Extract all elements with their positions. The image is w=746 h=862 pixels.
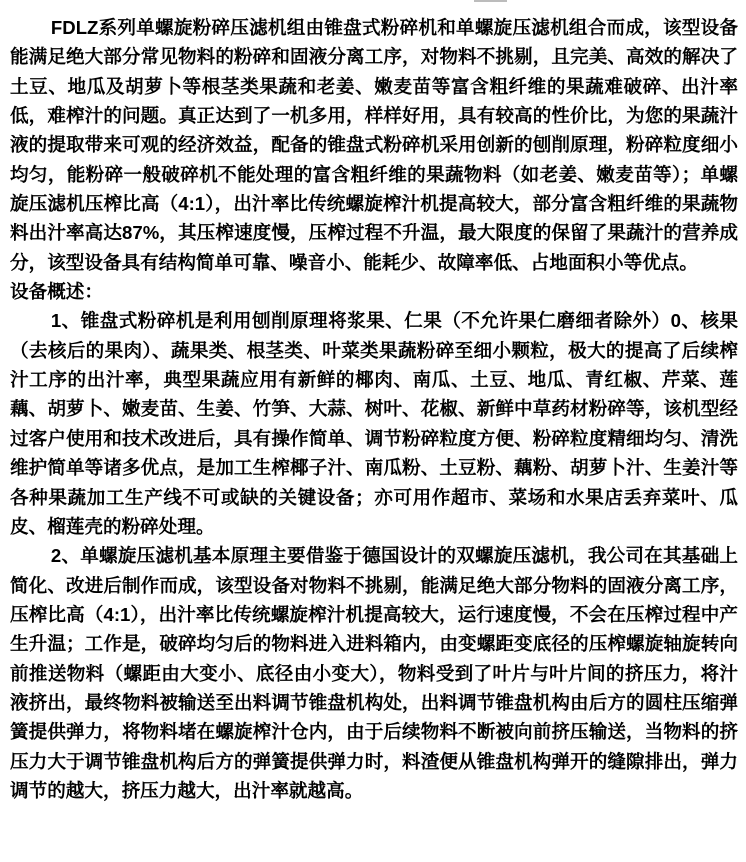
overview-item-1: 1、锥盘式粉碎机是利用刨削原理将浆果、仁果（不允许果仁磨细者除外）0、核果（去核后的果肉）、蔬果类、根茎类、叶菜类果蔬粉碎至细小颗粒，极大的提高了后续榨汁工序的出汁率，典型果蔬应用有新鲜的椰肉、南瓜、土豆、地瓜、青红椒、芹菜、莲藕、胡萝卜、嫩麦苗、生姜、竹笋、大蒜、树叶、花椒、新鲜中草药材粉碎等，该机型经过客户使用和技术改进后，具有操作简单、调节粉碎粒度方便、粉碎粒度精细均匀、清洗维护简单等诸多优点，是加工生榨椰子汁、南瓜粉、土豆粉、藕粉、胡萝卜汁、生姜汁等各种果蔬加工生产线不可或缺的关键设备；亦可用作超市、菜场和水果店丢弃菜叶、瓜皮、榴莲壳的粉碎处理。: [10, 310, 738, 537]
overview-item-2: 2、单螺旋压滤机基本原理主要借鉴于德国设计的双螺旋压滤机，我公司在其基础上简化、改进后制作而成，该型设备对物料不挑剔，能满足绝大部分物料的固液分离工序，压榨比高（4:1），出汁率比传统螺旋榨汁机提高较大，运行速度慢，不会在压榨过程中产生升温；工作是，破碎均匀后的物料进入进料箱内，由变螺距变底径的压榨螺旋轴旋转向前推送物料（螺距由大变小、底径由小变大），物料受到了叶片与叶片间的挤压力，将汁液挤出，最终物料被输送至出料调节锥盘机构处，出料调节锥盘机构由后方的圆柱压缩弹簧提供弹力，将物料堵在螺旋榨汁仓内，由于后续物料不断被向前挤压输送，当物料的挤压力大于调节锥盘机构后方的弹簧提供弹力时，料渣便从锥盘机构弹开的缝隙排出，弹力调节的越大，挤压力越大，出汁率就越高。: [10, 545, 738, 801]
cropped-text-artifact: [474, 0, 507, 2]
intro-paragraph: FDLZ系列单螺旋粉碎压滤机组由锥盘式粉碎机和单螺旋压滤机组合而成，该型设备能满足绝大部分常见物料的粉碎和固液分离工序，对物料不挑剔，且完美、高效的解决了土豆、地瓜及胡萝卜等根茎类果蔬和老姜、嫩麦苗等富含粗纤维的果蔬难破碎、出汁率低，难榨汁的问题。真正达到了一机多用，样样好用，具有较高的性价比，为您的果蔬汁液的提取带来可观的经济效益，配备的锥盘式粉碎机采用创新的刨削原理，粉碎粒度细小均匀，能粉碎一般破碎机不能处理的富含粗纤维的果蔬物料（如老姜、嫩麦苗等）；单螺旋压滤机压榨比高（4:1），出汁率比传统螺旋榨汁机提高较大，部分富含粗纤维的果蔬物料出汁率高达87%，其压榨速度慢，压榨过程不升温，最大限度的保留了果蔬汁的营养成分，该型设备具有结构简单可靠、噪音小、能耗少、故障率低、占地面积小等优点。: [10, 17, 738, 273]
overview-heading: 设备概述：: [10, 281, 103, 303]
